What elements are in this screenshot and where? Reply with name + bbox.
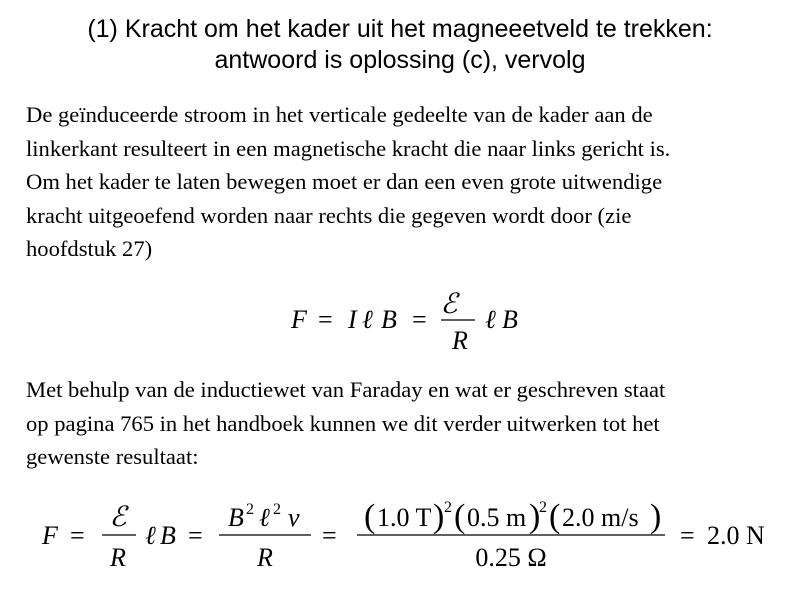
- symbol-current: I: [348, 305, 357, 334]
- title-line: antwoord is oplossing (c), vervolg: [214, 46, 586, 74]
- symbol-field: B: [160, 521, 176, 550]
- symbol-field: B: [228, 503, 244, 532]
- symbol-field: B: [381, 305, 397, 334]
- symbol-length: ℓ: [362, 305, 373, 334]
- open-paren: (: [364, 498, 376, 535]
- equals-sign: =: [70, 521, 85, 550]
- equation-result: [0, 492, 800, 578]
- symbol-resistance: R: [110, 543, 126, 572]
- symbol-length: ℓ: [259, 503, 270, 532]
- symbol-resistance: R: [452, 326, 468, 355]
- symbol-emf: ℰ: [440, 289, 458, 320]
- text-line: linkerkant resulteert in een magnetische kracht die naar links gericht is.: [26, 135, 671, 161]
- symbol-f: F: [291, 305, 307, 334]
- text-line: op pagina 765 in het handboek kunnen we dit verder uitwerken tot het: [26, 410, 660, 436]
- value-field: 1.0 T: [377, 503, 432, 532]
- result-value: 2.0 N: [707, 521, 765, 550]
- paragraph-faraday: [26, 373, 796, 474]
- equals-sign: =: [188, 521, 203, 550]
- symbol-emf: ℰ: [109, 502, 127, 533]
- value-velocity: 2.0 m/s: [562, 503, 639, 532]
- value-length: 0.5 m: [467, 503, 527, 532]
- close-paren: ): [529, 498, 541, 535]
- close-paren: ): [650, 498, 662, 535]
- open-paren: (: [549, 498, 561, 535]
- exponent: 2: [246, 501, 254, 518]
- equals-sign: =: [680, 521, 695, 550]
- symbol-velocity: v: [288, 503, 300, 532]
- symbol-length: ℓ: [145, 521, 156, 550]
- exponent: 2: [444, 499, 452, 516]
- text-line: Om het kader te laten bewegen moet er dan een even grote uitwendige: [26, 169, 663, 194]
- exponent: 2: [539, 499, 547, 516]
- symbol-length: ℓ: [485, 305, 496, 334]
- equation-force: [0, 285, 800, 355]
- exponent: 2: [273, 501, 281, 518]
- paragraph-intro: [26, 98, 796, 266]
- title-line: (1) Kracht om het kader uit het magneeetveld te trekken:: [87, 15, 713, 43]
- text-line: Met behulp van de inductiewet van Faraday en wat er geschreven staat: [26, 377, 666, 402]
- symbol-resistance: R: [257, 543, 273, 572]
- symbol-f: F: [42, 521, 58, 550]
- close-paren: ): [433, 498, 445, 535]
- equals-sign: =: [318, 305, 333, 334]
- text-line: kracht uitgeoefend worden naar rechts die gegeven wordt door (zie: [26, 202, 632, 228]
- slide-title: [0, 14, 800, 76]
- value-resistance: 0.25 Ω: [475, 543, 547, 572]
- text-line: gewenste resultaat:: [26, 444, 199, 469]
- equals-sign: =: [322, 521, 337, 550]
- open-paren: (: [454, 498, 466, 535]
- symbol-field: B: [502, 305, 518, 334]
- text-line: De geïnduceerde stroom in het verticale gedeelte van de kader aan de: [26, 102, 653, 127]
- equals-sign: =: [412, 305, 427, 334]
- text-line: hoofdstuk 27): [26, 236, 153, 261]
